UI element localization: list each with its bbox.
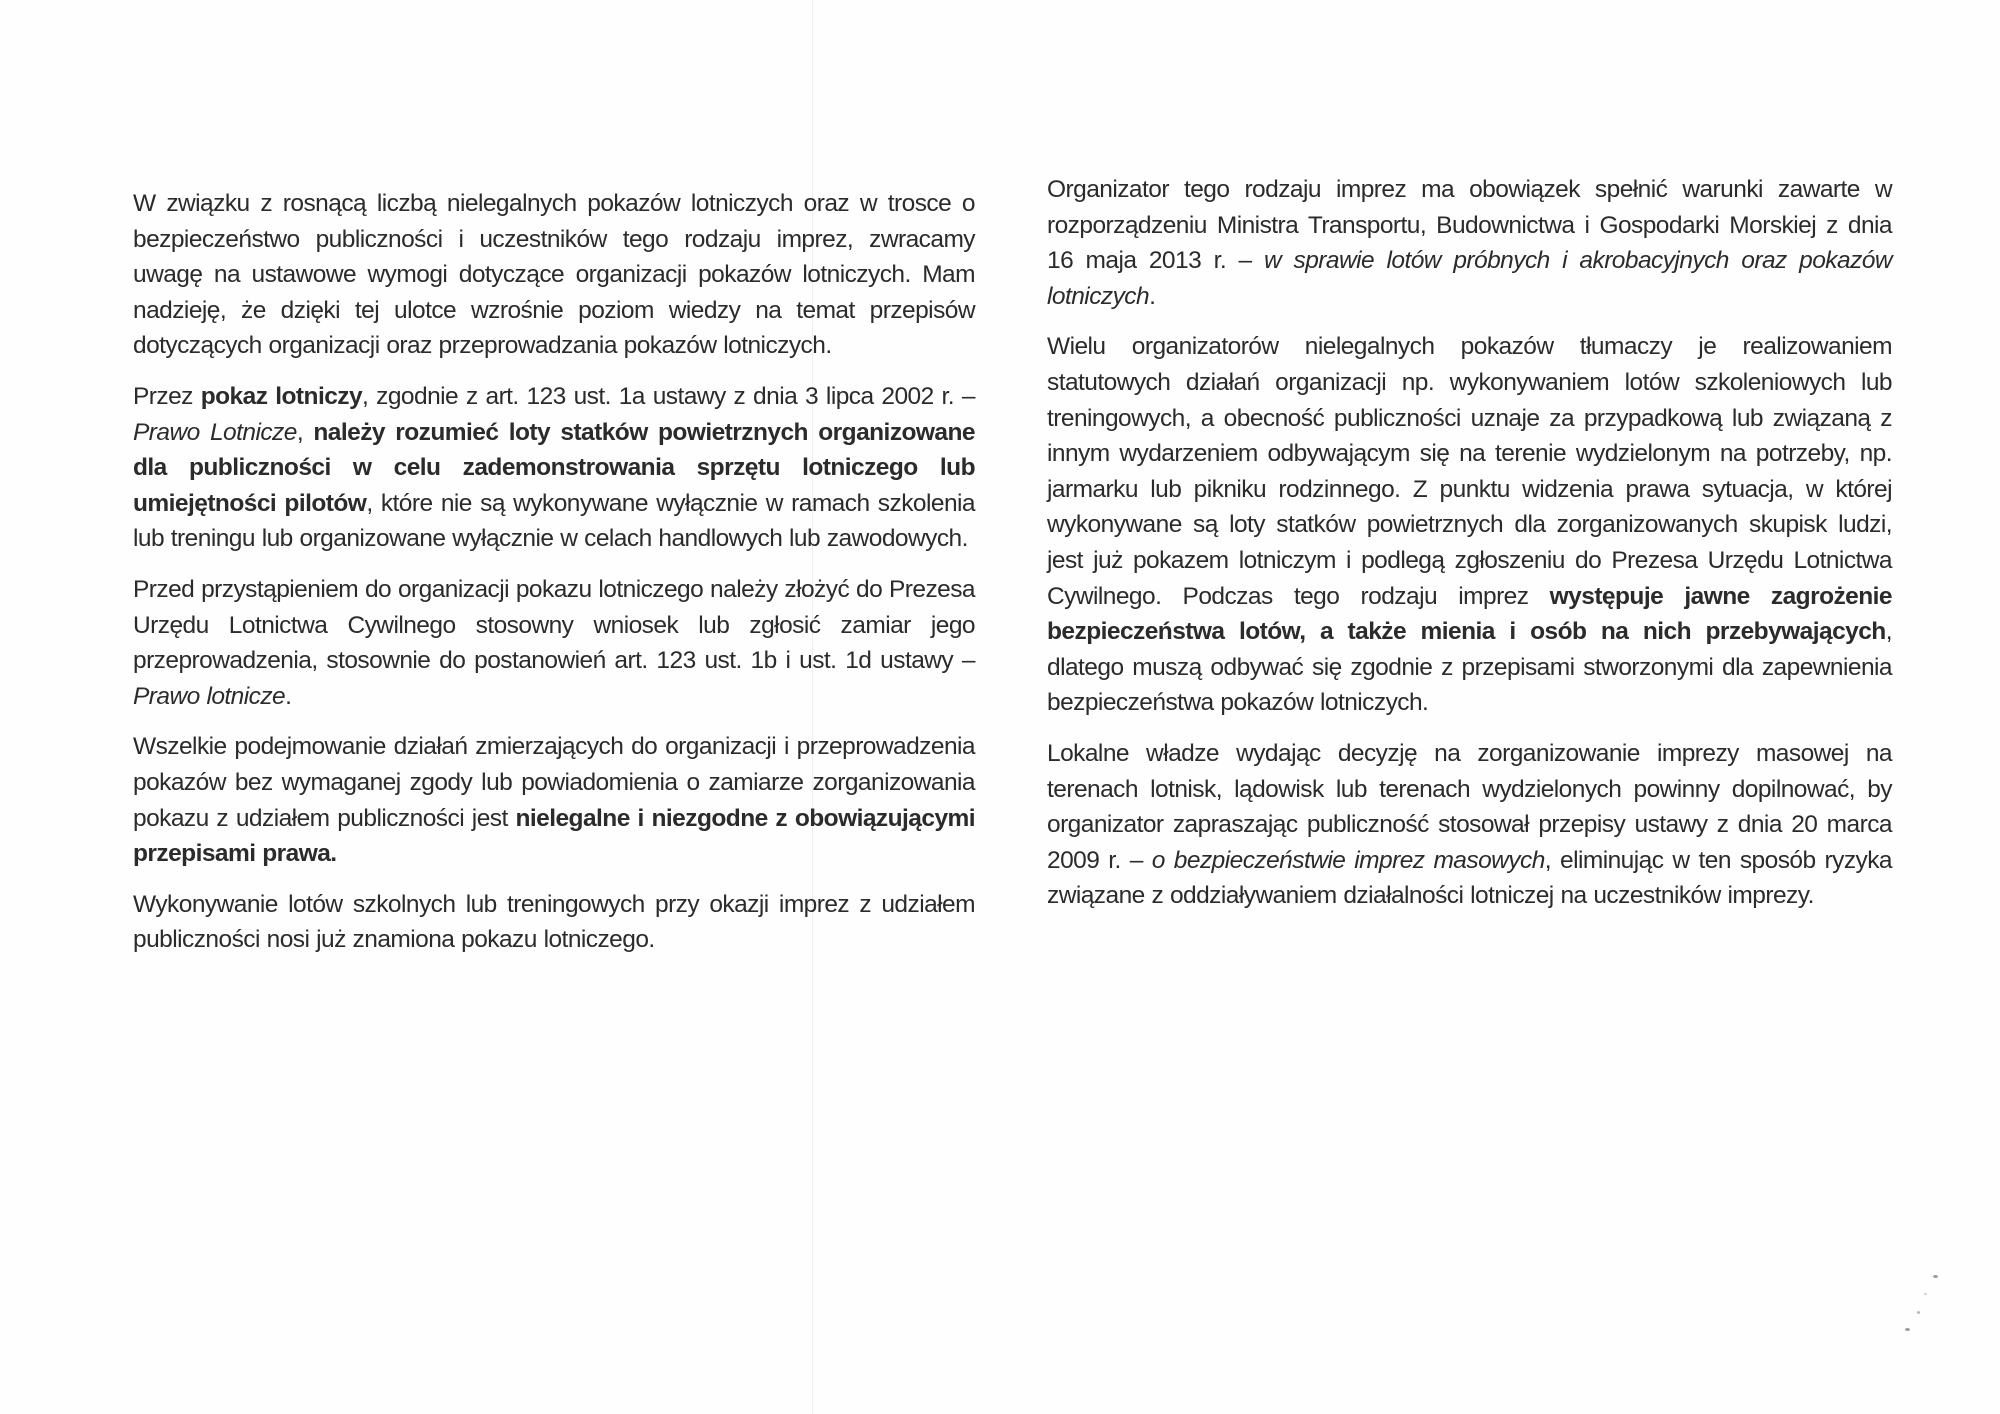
italic-citation: w sprawie lotów próbnych i akrobacyjnych oraz pokazów lotniczych [1047,247,1892,310]
bold-text: pokaz lotniczy [200,382,363,410]
right-column [1047,172,1892,929]
text-run: . [1149,282,1156,310]
text-run: Wszelkie podejmowanie działań zmierzających do organizacji i przeprowadzenia pokazów bez wymaganej zgody lub powiadomienia o zamiarze zorganizowania pokazu z udziałem publiczności jest [133,733,975,832]
left-column [133,186,975,973]
text-run: , eliminując w ten sposób ryzyka związane z oddziaływaniem działalności lotniczej na uczestników imprezy. [1047,846,1892,910]
scan-speck [1924,1293,1927,1295]
bold-text: nielegalne i niezgodne z obowiązującymi przepisami prawa. [133,804,976,868]
text-run: . [285,682,292,710]
italic-citation: Prawo Lotnicze [133,418,297,446]
scan-speck [1917,1311,1920,1314]
paragraph [1047,736,1892,914]
text-run: Przez [133,382,201,410]
text-run: , które nie są wykonywane wyłącznie w ramach szkolenia lub treningu lub organizowane wyłącznie w celach handlowych lub zawodowych. [133,489,975,553]
text-run: Organizator tego rodzaju imprez ma obowiązek spełnić warunki zawarte w rozporządzeniu Ministra Transportu, Budownictwa i Gospodarki Morskiej z dnia 16 maja 2013 r. – [1047,176,1892,275]
italic-citation: Prawo lotnicze [133,682,286,710]
paragraph [133,572,975,714]
paragraph [1047,172,1892,314]
italic-citation: o bezpieczeństwie imprez masowych [1151,846,1545,874]
scan-speck [1933,1275,1938,1278]
paragraph [133,729,975,871]
text-run: , [296,418,314,446]
text-run: , zgodnie z art. 123 ust. 1a ustawy z dnia 3 lipca 2002 r. – [362,382,975,410]
text-run: Wykonywanie lotów szkolnych lub treningowych przy okazji imprez z udziałem publiczności nosi już znamiona pokazu lotniczego. [133,890,975,954]
text-run: na terenach lotnisk, lądowisk lub terenach wydzielonych powinny dopilnować [1047,739,1892,803]
paragraph [1047,329,1892,721]
text-run: , by organizator zapraszając publiczność stosował przepisy ustawy z dnia 20 marca 2009 r. – [1047,775,1893,874]
bold-text: należy rozumieć loty statków powietrznych organizowane dla publiczności w celu zademonstrowania sprzętu lotniczego lub umiejętności pilotów [133,418,976,517]
paragraph [133,379,975,557]
text-run: , dlatego muszą odbywać się zgodnie z przepisami stworzonymi dla zapewnienia bezpieczeństwa pokazów lotniczych. [1047,618,1892,717]
text-run: Przed przystąpieniem do organizacji pokazu lotniczego należy złożyć do Prezesa Urzędu Lotnictwa Cywilnego stosowny wniosek lub zgłosić zamiar jego przeprowadzenia, stosownie do postanowień art. 123 ust. 1b i ust. 1d ustawy – [133,575,975,675]
bold-text: występuje jawne zagrożenie bezpieczeństwa lotów, a także mienia i osób na nich przebywających [1047,582,1893,646]
text-run: Lokalne władze wydając decyzję na zorganizowanie imprezy masowej [1047,739,1866,767]
text-run: Wielu organizatorów nielegalnych pokazów tłumaczy je realizowaniem statutowych działań organizacji np. wykonywaniem lotów szkoleniowych lub treningowych, a obecność publiczności uznaje za przypadkową lub związaną z innym wydarzeniem odbywającym się na terenie wydzielonym na potrzeby, np. jarmarku lub pikniku rodzinnego. Z punktu widzenia prawa sytuacja, w której wykonywane są loty statków powietrznych dla zorganizowanych skupisk ludzi, jest już pokazem lotniczym i podlegą zgłoszeniu do Prezesa Urzędu Lotnictwa Cywilnego. Podczas tego rodzaju imprez [1047,333,1892,610]
paragraph [133,887,975,958]
scan-speck [1905,1328,1910,1331]
paragraph [133,186,975,364]
text-run: W związku z rosnącą liczbą nielegalnych pokazów lotniczych oraz w trosce o bezpieczeństwo publiczności i uczestników tego rodzaju imprez, zwracamy uwagę na ustawowe wymogi dotyczące organizacji pokazów lotniczych. Mam nadzieję, że dzięki tej ulotce wzrośnie poziom wiedzy na temat przepisów dotyczących organizacji oraz przeprowadzania pokazów lotniczych. [133,190,975,360]
